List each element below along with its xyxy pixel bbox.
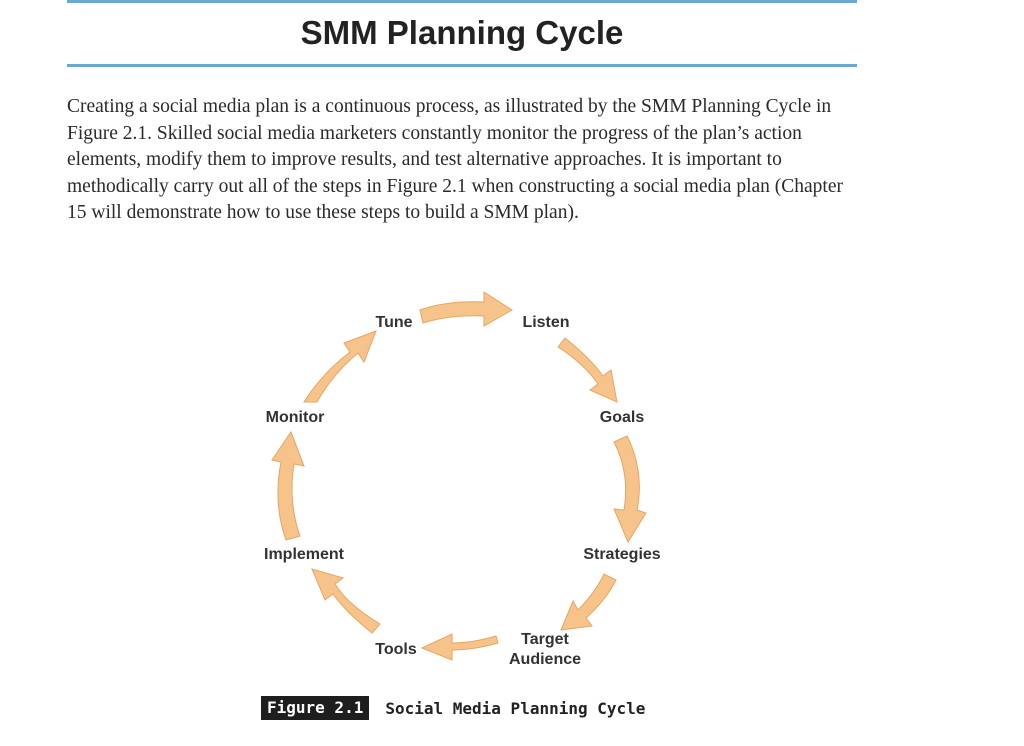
figure-number: Figure 2.1 [261, 696, 369, 720]
step-tools-label: Tools [375, 641, 417, 658]
header-bottom-rule [67, 64, 857, 67]
step-tune-label: Tune [375, 314, 413, 331]
step-goals-label: Goals [599, 409, 645, 426]
arrow-goals-to-strategies [614, 436, 646, 542]
step-monitor-label: Monitor [265, 409, 325, 426]
header-top-rule [67, 0, 857, 3]
arrow-strategies-to-target [561, 574, 616, 630]
arrow-tools-to-implement [312, 569, 380, 633]
cycle-arrows [272, 292, 646, 660]
figure-caption [261, 696, 645, 720]
step-listen-label: Listen [522, 314, 570, 331]
page-title: SMM Planning Cycle [300, 14, 624, 51]
arrow-tune-to-listen [420, 292, 512, 326]
arrow-monitor-to-tune [304, 331, 376, 402]
figure-caption-text: Social Media Planning Cycle [385, 698, 646, 718]
arrow-listen-to-goals [558, 338, 617, 402]
arrow-target-to-tools [422, 634, 498, 660]
step-target-audience-label-line2: Audience [508, 651, 582, 668]
intro-paragraph: Creating a social media plan is a continuous process, as illustrated by the SMM Planning Cycle in Figure 2.1. Skilled social media marketers constantly monitor the progress of the plan’s action elements, modify them to improve results, and test alternative approaches. It is important to methodically carry out all of the steps in Figure 2.1 when constructing a social media plan (Chapter 15 will demonstrate how to use these steps to build a SMM plan). [67, 96, 843, 223]
step-implement-label: Implement [263, 546, 345, 563]
step-strategies-label: Strategies [583, 546, 661, 563]
arrow-implement-to-monitor [272, 432, 304, 540]
step-target-audience-label-line1: Target [521, 631, 569, 648]
